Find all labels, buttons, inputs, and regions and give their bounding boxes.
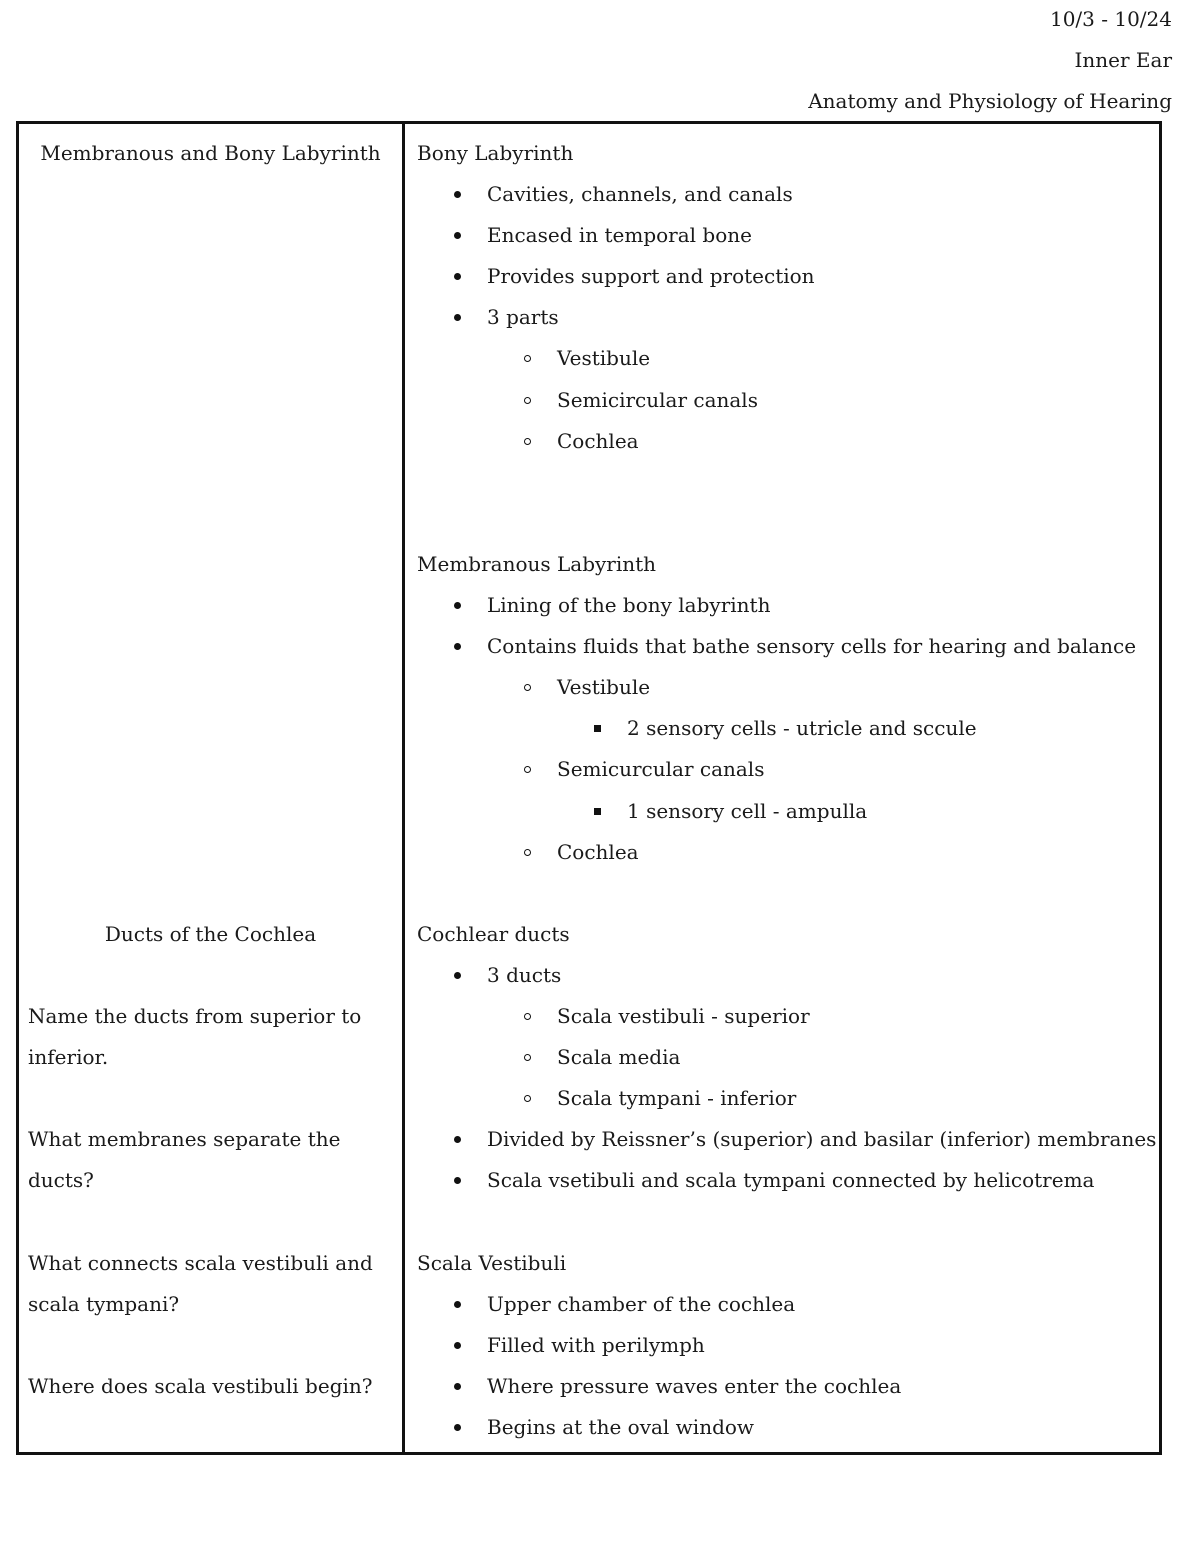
cornell-notes-table	[16, 121, 1162, 1455]
bullet-circle	[524, 397, 531, 404]
bullet-dot	[454, 1424, 461, 1431]
section-heading-cochlear-ducts: Cochlear ducts	[417, 922, 570, 946]
section-heading-membranous: Membranous Labyrinth	[417, 552, 657, 576]
bullet-dot	[454, 1342, 461, 1349]
bullet-dot	[454, 1136, 461, 1143]
list-item: Vestibule	[557, 338, 650, 379]
question-line: What connects scala vestibuli and	[28, 1251, 373, 1275]
list-item: Where pressure waves enter the cochlea	[487, 1366, 901, 1407]
list-item: Filled with perilymph	[487, 1325, 705, 1366]
bullet-circle	[524, 355, 531, 362]
bullet-dot	[454, 1301, 461, 1308]
bullet-circle	[524, 684, 531, 691]
list-item: Cochlea	[557, 421, 639, 462]
list-item: Semicircular canals	[557, 380, 758, 421]
list-item: Cochlea	[557, 832, 639, 873]
notes-column	[405, 124, 1159, 1452]
bullet-square	[594, 725, 601, 732]
bullet-circle	[524, 1054, 531, 1061]
list-item: Begins at the oval window	[487, 1407, 754, 1448]
question-line: What membranes separate the	[28, 1127, 341, 1151]
list-item: 2 sensory cells - utricle and sccule	[627, 708, 977, 749]
bullet-circle	[524, 1095, 531, 1102]
question-line: Name the ducts from superior to	[28, 1004, 362, 1028]
list-item: Encased in temporal bone	[487, 215, 752, 256]
list-item: Scala tympani - inferior	[557, 1078, 796, 1119]
list-item: Vestibule	[557, 667, 650, 708]
cue-column	[19, 124, 405, 1452]
cue-ducts: Ducts of the Cochlea	[104, 922, 317, 946]
section-heading-bony: Bony Labyrinth	[417, 141, 574, 165]
cue-labyrinth: Membranous and Bony Labyrinth	[40, 141, 381, 165]
list-item: Lining of the bony labyrinth	[487, 585, 770, 626]
list-item: Scala vsetibuli and scala tympani connected by helicotrema	[487, 1160, 1094, 1201]
section-heading-scala-vestibuli: Scala Vestibuli	[417, 1251, 567, 1275]
page-header	[808, 0, 1172, 123]
question-line: ducts?	[28, 1168, 94, 1192]
list-item: Semicurcular canals	[557, 749, 764, 790]
bullet-dot	[454, 273, 461, 280]
bullet-dot	[454, 1383, 461, 1390]
list-item: Upper chamber of the cochlea	[487, 1284, 795, 1325]
question-line: inferior.	[28, 1045, 109, 1069]
list-item: Divided by Reissner’s (superior) and basilar (inferior) membranes	[487, 1119, 1156, 1160]
list-item: 3 ducts	[487, 955, 561, 996]
bullet-dot	[454, 602, 461, 609]
bullet-dot	[454, 191, 461, 198]
bullet-dot	[454, 232, 461, 239]
bullet-dot	[454, 1177, 461, 1184]
bullet-circle	[524, 849, 531, 856]
bullet-circle	[524, 438, 531, 445]
list-item: 3 parts	[487, 297, 559, 338]
bullet-dot	[454, 314, 461, 321]
bullet-square	[594, 808, 601, 815]
bullet-dot	[454, 972, 461, 979]
bullet-dot	[454, 643, 461, 650]
list-item: Contains fluids that bathe sensory cells for hearing and balance	[487, 626, 1136, 667]
course-title: Anatomy and Physiology of Hearing	[808, 89, 1172, 113]
bullet-circle	[524, 1013, 531, 1020]
list-item: 1 sensory cell - ampulla	[627, 791, 867, 832]
question-line: scala tympani?	[28, 1292, 180, 1316]
list-item: Cavities, channels, and canals	[487, 174, 793, 215]
list-item: Scala vestibuli - superior	[557, 996, 810, 1037]
list-item: Provides support and protection	[487, 256, 815, 297]
topic-title: Inner Ear	[1074, 48, 1172, 72]
question-line: Where does scala vestibuli begin?	[28, 1374, 373, 1398]
bullet-circle	[524, 766, 531, 773]
list-item: Scala media	[557, 1037, 680, 1078]
date-range: 10/3 - 10/24	[1049, 7, 1172, 31]
